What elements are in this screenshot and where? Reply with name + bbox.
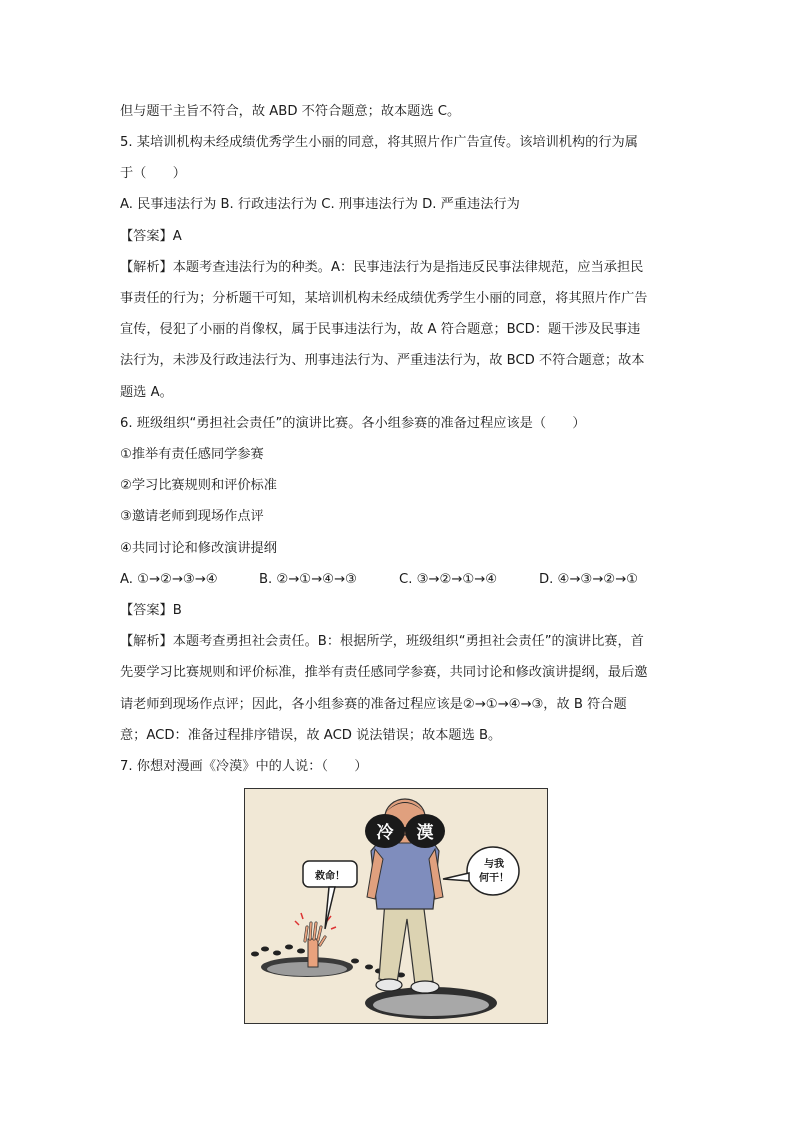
small-hole-inner [267,962,347,976]
question-6-stem: 6. 班级组织“勇担社会责任”的演讲比赛。各小组参赛的准备过程应该是（ ） [120,416,586,431]
question-5-stem-cont: 于（ ） [120,166,186,181]
analysis-text: 意；ACD：准备过程排序错误，故 ACD 说法错误；故本题选 B。 [120,728,502,743]
analysis-text: 【解析】本题考查违法行为的种类。A：民事违法行为是指违反民事法律规范，应当承担民 [120,260,644,275]
bubble-right-text-1: 与我 [484,859,504,870]
bubble-right-text-2: 何干！ [479,873,509,884]
question-5-options: A. 民事违法行为 B. 行政违法行为 C. 刑事违法行为 D. 严重违法行为 [120,197,520,212]
cartoon-illustration [244,788,548,1024]
bubble-left-text: 救命！ [315,871,345,882]
question-5-stem: 5. 某培训机构未经成绩优秀学生小丽的同意，将其照片作广告宣传。该培训机构的行为属 [120,135,638,150]
answer-label: 【答案】A [120,229,182,244]
analysis-text: 请老师到现场作点评；因此，各小组参赛的准备过程应该是②→①→④→③，故 B 符合题 [120,697,627,712]
glasses-char-right: 漠 [416,823,434,843]
question-6-item: ④共同讨论和修改演讲提纲 [120,541,277,556]
question-6-item: ①推举有责任感同学参赛 [120,447,264,462]
answer-label: 【答案】B [120,603,182,618]
big-hole-inner [373,994,489,1016]
question-6-item: ②学习比赛规则和评价标准 [120,478,277,493]
cartoon-svg [245,789,547,1023]
analysis-text: 先要学习比赛规则和评价标准，推举有责任感同学参赛，共同讨论和修改演讲提纲，最后邀 [120,665,648,680]
question-6-option-a: A. ①→②→③→④ [120,572,218,587]
question-7-stem: 7. 你想对漫画《冷漠》中的人说：（ ） [120,759,368,774]
analysis-text: 题选 A。 [120,385,173,400]
question-6-option-d: D. ④→③→②→① [539,572,638,587]
analysis-text: 事责任的行为；分析题干可知，某培训机构未经成绩优秀学生小丽的同意，将其照片作广告 [120,291,648,306]
glasses-char-left: 冷 [376,823,394,843]
text-line: 但与题干主旨不符合，故 ABD 不符合题意；故本题选 C。 [120,104,461,119]
analysis-text: 法行为，未涉及行政违法行为、刑事违法行为、严重违法行为，故 BCD 不符合题意；故本 [120,353,645,368]
question-6-item: ③邀请老师到现场作点评 [120,509,264,524]
question-6-option-b: B. ②→①→④→③ [259,572,357,587]
analysis-text: 宣传，侵犯了小丽的肖像权，属于民事违法行为，故 A 符合题意；BCD：题干涉及民事违 [120,322,641,337]
analysis-text: 【解析】本题考查勇担社会责任。B：根据所学，班级组织“勇担社会责任”的演讲比赛，首 [120,634,644,649]
question-6-option-c: C. ③→②→①→④ [399,572,498,587]
